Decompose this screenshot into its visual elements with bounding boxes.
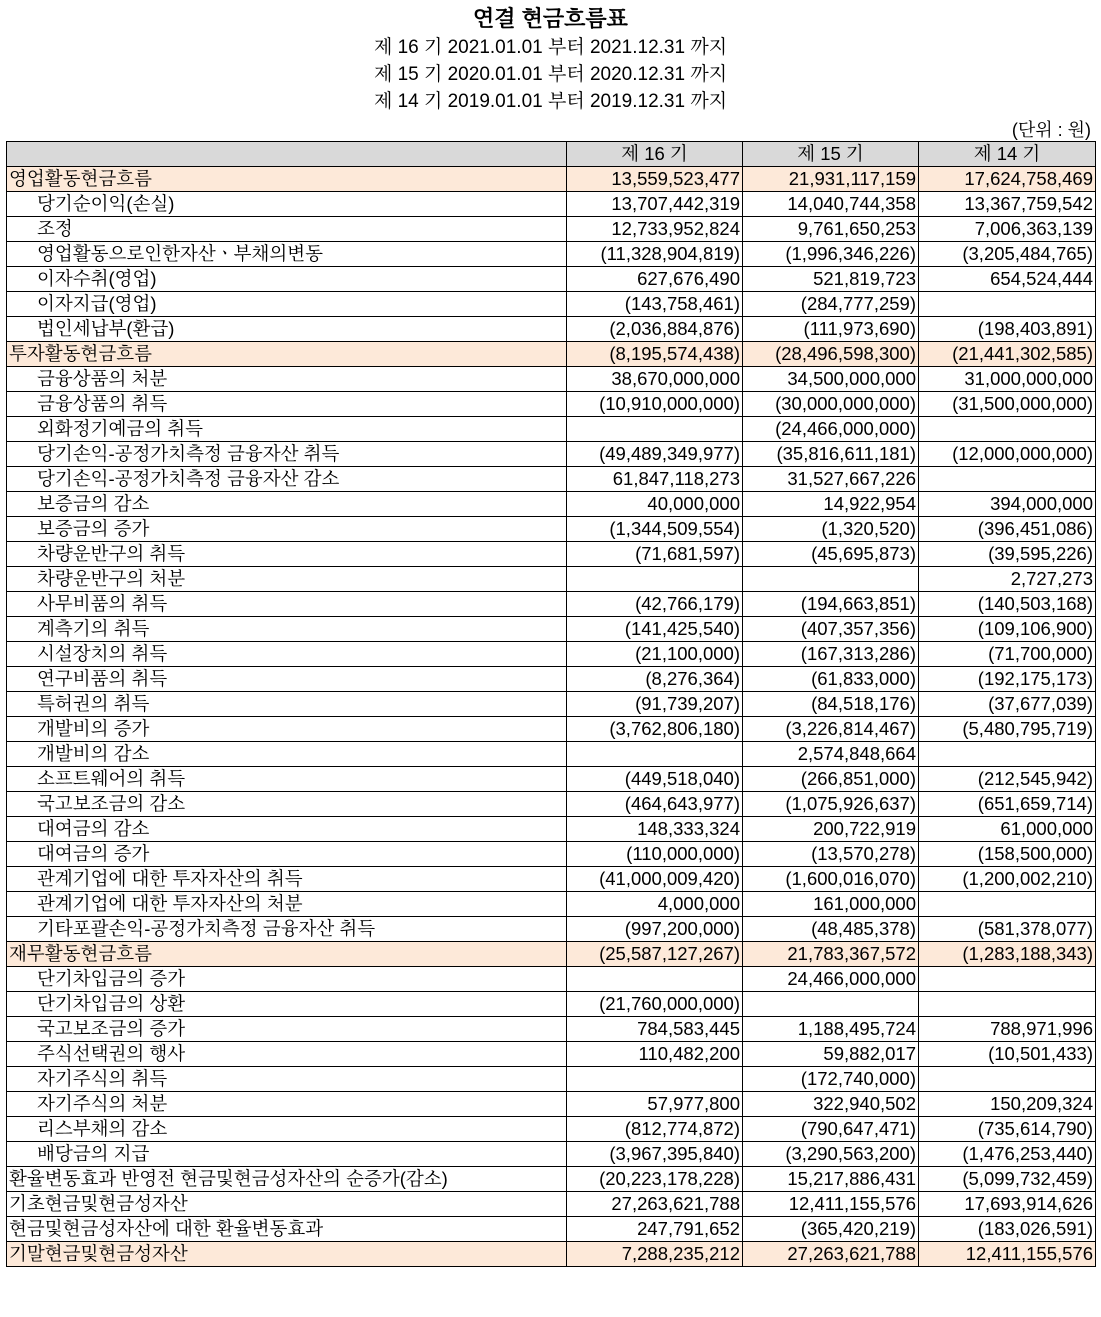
value-period-15: (61,833,000) xyxy=(743,667,919,692)
value-period-16: 40,000,000 xyxy=(567,492,743,517)
value-period-16: (449,518,040) xyxy=(567,767,743,792)
value-period-14: 17,693,914,626 xyxy=(919,1192,1096,1217)
row-label: 기타포괄손익-공정가치측정 금융자산 취득 xyxy=(7,917,567,942)
value-period-15: (28,496,598,300) xyxy=(743,342,919,367)
table-row xyxy=(7,717,1096,742)
value-period-15 xyxy=(743,992,919,1017)
section-total-row xyxy=(7,342,1096,367)
value-period-16: (42,766,179) xyxy=(567,592,743,617)
value-period-15: (790,647,471) xyxy=(743,1117,919,1142)
table-row xyxy=(7,1167,1096,1192)
table-row xyxy=(7,517,1096,542)
value-period-16: (464,643,977) xyxy=(567,792,743,817)
table-row xyxy=(7,567,1096,592)
value-period-14 xyxy=(919,892,1096,917)
value-period-16: 7,288,235,212 xyxy=(567,1242,743,1267)
value-period-16: (2,036,884,876) xyxy=(567,317,743,342)
value-period-16: (1,344,509,554) xyxy=(567,517,743,542)
table-row xyxy=(7,192,1096,217)
value-period-16: 38,670,000,000 xyxy=(567,367,743,392)
value-period-15: (3,290,563,200) xyxy=(743,1142,919,1167)
row-label: 배당금의 지급 xyxy=(7,1142,567,1167)
value-period-15: (3,226,814,467) xyxy=(743,717,919,742)
section-total-row xyxy=(7,1242,1096,1267)
value-period-15: (30,000,000,000) xyxy=(743,392,919,417)
value-period-15: (365,420,219) xyxy=(743,1217,919,1242)
table-row xyxy=(7,442,1096,467)
table-body xyxy=(7,167,1096,1267)
table-row xyxy=(7,992,1096,1017)
value-period-14: (31,500,000,000) xyxy=(919,392,1096,417)
value-period-14: (39,595,226) xyxy=(919,542,1096,567)
value-period-16: (71,681,597) xyxy=(567,542,743,567)
value-period-16: (41,000,009,420) xyxy=(567,867,743,892)
value-period-14: (158,500,000) xyxy=(919,842,1096,867)
unit-label: (단위 : 원) xyxy=(1011,120,1091,140)
value-period-14: (37,677,039) xyxy=(919,692,1096,717)
row-label: 금융상품의 취득 xyxy=(7,392,567,417)
value-period-15: 521,819,723 xyxy=(743,267,919,292)
header-period-16: 제 16 기 xyxy=(567,142,743,167)
period-line-15: 제 15 기 2020.01.01 부터 2020.12.31 까지 xyxy=(373,64,728,85)
value-period-16: 110,482,200 xyxy=(567,1042,743,1067)
value-period-15: 59,882,017 xyxy=(743,1042,919,1067)
row-label: 차량운반구의 취득 xyxy=(7,542,567,567)
value-period-15: 31,527,667,226 xyxy=(743,467,919,492)
value-period-15: 14,040,744,358 xyxy=(743,192,919,217)
value-period-15: 27,263,621,788 xyxy=(743,1242,919,1267)
value-period-16 xyxy=(567,567,743,592)
table-row xyxy=(7,492,1096,517)
row-label: 보증금의 증가 xyxy=(7,517,567,542)
value-period-16: 4,000,000 xyxy=(567,892,743,917)
value-period-15: 2,574,848,664 xyxy=(743,742,919,767)
value-period-16: (21,100,000) xyxy=(567,642,743,667)
row-label: 보증금의 감소 xyxy=(7,492,567,517)
value-period-16: 784,583,445 xyxy=(567,1017,743,1042)
row-label: 단기차입금의 증가 xyxy=(7,967,567,992)
value-period-16: (3,967,395,840) xyxy=(567,1142,743,1167)
value-period-14: 12,411,155,576 xyxy=(919,1242,1096,1267)
row-label: 연구비품의 취득 xyxy=(7,667,567,692)
row-label: 주식선택권의 행사 xyxy=(7,1042,567,1067)
value-period-15: (266,851,000) xyxy=(743,767,919,792)
value-period-15: (1,600,016,070) xyxy=(743,867,919,892)
value-period-14 xyxy=(919,417,1096,442)
value-period-16: (812,774,872) xyxy=(567,1117,743,1142)
row-label: 관계기업에 대한 투자자산의 처분 xyxy=(7,892,567,917)
value-period-14: 654,524,444 xyxy=(919,267,1096,292)
table-row xyxy=(7,817,1096,842)
row-label: 자기주식의 취득 xyxy=(7,1067,567,1092)
period-line-14: 제 14 기 2019.01.01 부터 2019.12.31 까지 xyxy=(373,91,728,112)
value-period-15: (284,777,259) xyxy=(743,292,919,317)
period-line-16: 제 16 기 2021.01.01 부터 2021.12.31 까지 xyxy=(373,37,728,58)
value-period-15: (48,485,378) xyxy=(743,917,919,942)
value-period-16: 148,333,324 xyxy=(567,817,743,842)
value-period-14: (192,175,173) xyxy=(919,667,1096,692)
value-period-16: 247,791,652 xyxy=(567,1217,743,1242)
value-period-14: (1,476,253,440) xyxy=(919,1142,1096,1167)
value-period-14: (396,451,086) xyxy=(919,517,1096,542)
value-period-14: (3,205,484,765) xyxy=(919,242,1096,267)
section-total-row xyxy=(7,167,1096,192)
value-period-16 xyxy=(567,1067,743,1092)
row-label: 외화정기예금의 취득 xyxy=(7,417,567,442)
row-label: 자기주식의 처분 xyxy=(7,1092,567,1117)
table-row xyxy=(7,1142,1096,1167)
value-period-14: (1,283,188,343) xyxy=(919,942,1096,967)
table-row xyxy=(7,967,1096,992)
row-label: 영업활동으로인한자산ㆍ부채의변동 xyxy=(7,242,567,267)
row-label: 특허권의 취득 xyxy=(7,692,567,717)
value-period-14: 13,367,759,542 xyxy=(919,192,1096,217)
value-period-14: 150,209,324 xyxy=(919,1092,1096,1117)
table-row xyxy=(7,292,1096,317)
value-period-16: (49,489,349,977) xyxy=(567,442,743,467)
value-period-14: (5,480,795,719) xyxy=(919,717,1096,742)
row-label: 법인세납부(환급) xyxy=(7,317,567,342)
row-label: 기초현금및현금성자산 xyxy=(7,1192,567,1217)
value-period-14: 394,000,000 xyxy=(919,492,1096,517)
value-period-16: 57,977,800 xyxy=(567,1092,743,1117)
row-label: 계측기의 취득 xyxy=(7,617,567,642)
row-label: 개발비의 증가 xyxy=(7,717,567,742)
value-period-15: 322,940,502 xyxy=(743,1092,919,1117)
table-row xyxy=(7,667,1096,692)
row-label: 사무비품의 취득 xyxy=(7,592,567,617)
table-row xyxy=(7,742,1096,767)
table-row xyxy=(7,467,1096,492)
table-row xyxy=(7,367,1096,392)
table-row xyxy=(7,417,1096,442)
value-period-14: 788,971,996 xyxy=(919,1017,1096,1042)
value-period-16: (141,425,540) xyxy=(567,617,743,642)
section-total-row xyxy=(7,942,1096,967)
value-period-14: (10,501,433) xyxy=(919,1042,1096,1067)
value-period-15: (13,570,278) xyxy=(743,842,919,867)
value-period-14: (183,026,591) xyxy=(919,1217,1096,1242)
row-label: 재무활동현금흐름 xyxy=(7,942,567,967)
value-period-16: (3,762,806,180) xyxy=(567,717,743,742)
cash-flow-table xyxy=(6,141,1096,1267)
value-period-14 xyxy=(919,292,1096,317)
value-period-16: 13,707,442,319 xyxy=(567,192,743,217)
table-row xyxy=(7,542,1096,567)
value-period-16: (10,910,000,000) xyxy=(567,392,743,417)
value-period-15: (24,466,000,000) xyxy=(743,417,919,442)
value-period-16: 13,559,523,477 xyxy=(567,167,743,192)
value-period-16: (8,195,574,438) xyxy=(567,342,743,367)
value-period-15: (1,996,346,226) xyxy=(743,242,919,267)
row-label: 소프트웨어의 취득 xyxy=(7,767,567,792)
value-period-16: (143,758,461) xyxy=(567,292,743,317)
table-row xyxy=(7,842,1096,867)
value-period-15: (111,973,690) xyxy=(743,317,919,342)
table-row xyxy=(7,217,1096,242)
value-period-14: 17,624,758,469 xyxy=(919,167,1096,192)
table-row xyxy=(7,1042,1096,1067)
row-label: 당기손익-공정가치측정 금융자산 취득 xyxy=(7,442,567,467)
row-label: 관계기업에 대한 투자자산의 취득 xyxy=(7,867,567,892)
row-label: 국고보조금의 증가 xyxy=(7,1017,567,1042)
value-period-15: 9,761,650,253 xyxy=(743,217,919,242)
value-period-14 xyxy=(919,992,1096,1017)
value-period-15: 34,500,000,000 xyxy=(743,367,919,392)
value-period-15: 21,783,367,572 xyxy=(743,942,919,967)
row-label: 차량운반구의 처분 xyxy=(7,567,567,592)
value-period-16: 27,263,621,788 xyxy=(567,1192,743,1217)
value-period-15: (1,075,926,637) xyxy=(743,792,919,817)
row-label: 금융상품의 처분 xyxy=(7,367,567,392)
row-label: 이자지급(영업) xyxy=(7,292,567,317)
table-row xyxy=(7,1217,1096,1242)
row-label: 개발비의 감소 xyxy=(7,742,567,767)
row-label: 투자활동현금흐름 xyxy=(7,342,567,367)
value-period-14: (5,099,732,459) xyxy=(919,1167,1096,1192)
value-period-15: 200,722,919 xyxy=(743,817,919,842)
table-row xyxy=(7,1192,1096,1217)
value-period-14: 31,000,000,000 xyxy=(919,367,1096,392)
value-period-14: 7,006,363,139 xyxy=(919,217,1096,242)
row-label: 국고보조금의 감소 xyxy=(7,792,567,817)
row-label: 대여금의 증가 xyxy=(7,842,567,867)
value-period-14: (735,614,790) xyxy=(919,1117,1096,1142)
row-label: 리스부채의 감소 xyxy=(7,1117,567,1142)
value-period-16 xyxy=(567,417,743,442)
value-period-15: 24,466,000,000 xyxy=(743,967,919,992)
value-period-15: 161,000,000 xyxy=(743,892,919,917)
table-row xyxy=(7,917,1096,942)
value-period-15: (172,740,000) xyxy=(743,1067,919,1092)
table-header-row xyxy=(7,142,1096,167)
table-row xyxy=(7,1067,1096,1092)
value-period-16 xyxy=(567,967,743,992)
table-row xyxy=(7,692,1096,717)
value-period-15: (84,518,176) xyxy=(743,692,919,717)
value-period-16: (25,587,127,267) xyxy=(567,942,743,967)
value-period-14 xyxy=(919,742,1096,767)
value-period-15: (194,663,851) xyxy=(743,592,919,617)
value-period-14: (12,000,000,000) xyxy=(919,442,1096,467)
table-row xyxy=(7,317,1096,342)
table-row xyxy=(7,642,1096,667)
header-period-14: 제 14 기 xyxy=(919,142,1096,167)
row-label: 조정 xyxy=(7,217,567,242)
value-period-16: 627,676,490 xyxy=(567,267,743,292)
value-period-14: (1,200,002,210) xyxy=(919,867,1096,892)
value-period-15: 1,188,495,724 xyxy=(743,1017,919,1042)
value-period-14 xyxy=(919,467,1096,492)
row-label: 당기손익-공정가치측정 금융자산 감소 xyxy=(7,467,567,492)
value-period-16: (21,760,000,000) xyxy=(567,992,743,1017)
table-row xyxy=(7,592,1096,617)
table-row xyxy=(7,392,1096,417)
value-period-15: (407,357,356) xyxy=(743,617,919,642)
value-period-14 xyxy=(919,967,1096,992)
value-period-14: (140,503,168) xyxy=(919,592,1096,617)
table-row xyxy=(7,792,1096,817)
statement-title: 연결 현금흐름표 xyxy=(473,6,628,31)
row-label: 현금및현금성자산에 대한 환율변동효과 xyxy=(7,1217,567,1242)
value-period-15: 21,931,117,159 xyxy=(743,167,919,192)
value-period-14: 61,000,000 xyxy=(919,817,1096,842)
value-period-15: (167,313,286) xyxy=(743,642,919,667)
row-label: 당기순이익(손실) xyxy=(7,192,567,217)
table-row xyxy=(7,867,1096,892)
value-period-14: (651,659,714) xyxy=(919,792,1096,817)
value-period-14 xyxy=(919,1067,1096,1092)
row-label: 영업활동현금흐름 xyxy=(7,167,567,192)
value-period-14: (109,106,900) xyxy=(919,617,1096,642)
row-label: 이자수취(영업) xyxy=(7,267,567,292)
table-row xyxy=(7,892,1096,917)
value-period-15 xyxy=(743,567,919,592)
value-period-14: (581,378,077) xyxy=(919,917,1096,942)
row-label: 대여금의 감소 xyxy=(7,817,567,842)
value-period-16: (20,223,178,228) xyxy=(567,1167,743,1192)
table-row xyxy=(7,1117,1096,1142)
value-period-16: (8,276,364) xyxy=(567,667,743,692)
table-row xyxy=(7,1017,1096,1042)
value-period-16 xyxy=(567,742,743,767)
value-period-15: (35,816,611,181) xyxy=(743,442,919,467)
table-row xyxy=(7,617,1096,642)
value-period-15: 12,411,155,576 xyxy=(743,1192,919,1217)
value-period-14: (71,700,000) xyxy=(919,642,1096,667)
header-period-15: 제 15 기 xyxy=(743,142,919,167)
header-label xyxy=(7,142,567,167)
table-row xyxy=(7,1092,1096,1117)
table-row xyxy=(7,267,1096,292)
value-period-14: 2,727,273 xyxy=(919,567,1096,592)
value-period-15: 14,922,954 xyxy=(743,492,919,517)
value-period-16: (110,000,000) xyxy=(567,842,743,867)
value-period-16: (11,328,904,819) xyxy=(567,242,743,267)
value-period-14: (212,545,942) xyxy=(919,767,1096,792)
value-period-16: (997,200,000) xyxy=(567,917,743,942)
value-period-16: 12,733,952,824 xyxy=(567,217,743,242)
value-period-14: (198,403,891) xyxy=(919,317,1096,342)
value-period-16: 61,847,118,273 xyxy=(567,467,743,492)
row-label: 기말현금및현금성자산 xyxy=(7,1242,567,1267)
row-label: 단기차입금의 상환 xyxy=(7,992,567,1017)
value-period-15: (45,695,873) xyxy=(743,542,919,567)
row-label: 환율변동효과 반영전 현금및현금성자산의 순증가(감소) xyxy=(7,1167,567,1192)
value-period-16: (91,739,207) xyxy=(567,692,743,717)
row-label: 시설장치의 취득 xyxy=(7,642,567,667)
value-period-15: (1,320,520) xyxy=(743,517,919,542)
table-row xyxy=(7,242,1096,267)
value-period-14: (21,441,302,585) xyxy=(919,342,1096,367)
table-row xyxy=(7,767,1096,792)
value-period-15: 15,217,886,431 xyxy=(743,1167,919,1192)
